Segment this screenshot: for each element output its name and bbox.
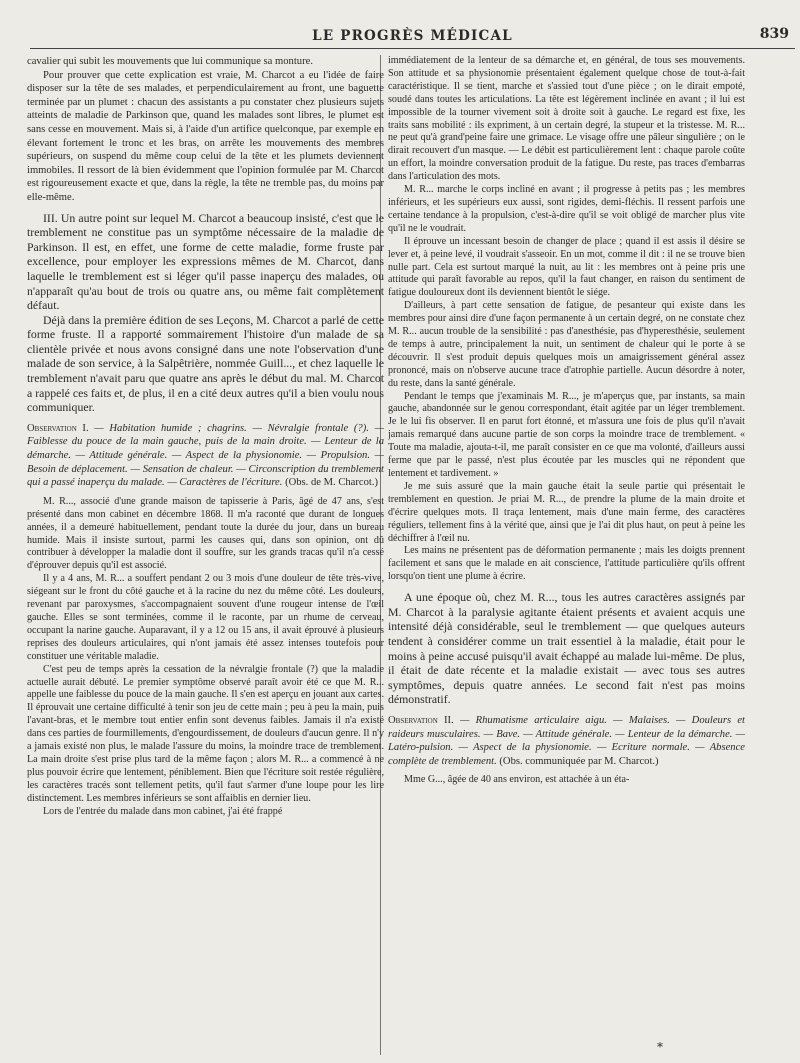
page-number: 839: [759, 26, 789, 42]
paragraph: Il éprouve un incessant besoin de changer de place ; quand il est assis il désire se lever et, à peine levé, il voudrait s'asseoir. En un mot, comme il dit : il ne se trouve bien nulle part. Cela est surtout marqué la nuit, au lit : les membres ont à peine pris une attitude qui paraît favorable au repos, qu'il la faut changer, en raison du sentiment de fatigue douloureux dont ils deviennent bientôt le siége.: [388, 235, 745, 299]
paragraph: Lors de l'entrée du malade dans mon cabinet, j'ai été frappé: [43, 805, 283, 817]
observation-summary: — Habitation humide ; chagrins. — Névralgie frontale (?). — Faiblesse du pouce de la main gauche, puis de la main droite. — Lenteur de la démarche. — Attitude générale. — Aspect de la physionomie. — Propulsion. — Besoin de déplacement. — Sensation de chaleur. — Circonscription du tremblement qui a passé inaperçu du malade. — Caractères de l'écriture.: [27, 422, 384, 489]
observation-2-heading: [388, 714, 745, 768]
paragraph: Les mains ne présentent pas de déformation permanente ; mais les doigts prennent facilement et sans que le malade en ait conscience, l'attitude particulière qu'ils offrent lorsqu'on tient une plume à écrire.: [388, 545, 745, 583]
signature-mark: *: [657, 1040, 663, 1054]
observation-label: Observation II.: [388, 714, 454, 726]
observation-label: Observation I.: [27, 422, 89, 434]
paragraph: Il y a 4 ans, M. R... a souffert pendant 2 ou 3 mois d'une douleur de tête très-vive, siégeant sur le front du côté gauche et à la racine du nez du même côté. Les douleurs, revenant par paroxysmes, s'accompagnaient souvent d'une rougeur intense de l'œil gauche. Elles se sont terminées, comme il le raconte, par un rhume de cerveau, occupant la narine gauche. Auparavant, il y a 12 ou 15 ans, il avait éprouvé à plusieurs reprises des douleurs articulaires, qui n'ont jamais été assez intenses toutefois pour constituer une véritable maladie.: [27, 573, 384, 662]
paragraph: immédiatement de la lenteur de sa démarche et, en général, de tous ses mouvements. Son attitude et sa physionomie présentaient également quelque chose de tout-à-fait caractéristique. Il se tient, marche et s'assied tout d'une pièce ; on le dirait empoté, soudé dans toutes les articulations. La tête est légèrement inclinée en avant ; il lui est impossible de la tourner vivement soit à droite soit à gauche. Le regard est fixe, les traits sans mobilité : ils expriment, à un certain degré, la stupeur et la tristesse. M. R... ne peut qu'à grand'peine faire une grimace. Le visage offre une pâleur singulière ; on le dirait recouvert d'un masque. — Le débit est particulièrement lent : chaque parole coûte un effort, la moindre conversation produit de la fatigue. Du reste, pas traces d'embarras dans l'articulation des mots.: [388, 55, 745, 183]
paragraph: D'ailleurs, à part cette sensation de fatigue, de pesanteur qui existe dans les membres pour ainsi dire d'une façon permanente à un certain degré, on ne constate chez M. R... aucun trouble de la sensibilité : pas d'anesthésie, pas d'hyperesthésie, seulement de temps à autre, principalement la nuit, un sentiment de chaleur qui le porte à se découvrir. Il s'est produit depuis quelques mois un amaigrissement général assez prononcé, mais on n'observe aucune trace d'atrophie partielle. Aucun désordre à noter, du reste, dans la santé générale.: [388, 300, 745, 389]
running-header: [30, 22, 795, 49]
paragraph: cavalier qui subit les mouvements que lui communique sa monture.: [27, 56, 313, 67]
paragraph: M. R..., associé d'une grande maison de tapisserie à Paris, âgé de 47 ans, s'est présenté dans mon cabinet en décembre 1868. Il m'a raconté que durant de longues années, il a demeuré habituellement, pendant toute la durée du jour, dans un bureau humide. Mais il insiste surtout, parmi les causes qui, dans son opinion, ont dû contribuer à développer la maladie dont il souffre, sur les grands tracas qu'il n'a cessé d'éprouver depuis qu'il est associé.: [27, 495, 384, 572]
observation-1-heading: [27, 422, 384, 490]
observation-credit: (Obs. de M. Charcot.): [285, 477, 379, 489]
observation-summary: — Rhumatisme articulaire aigu. — Malaises. — Douleurs et raideurs musculaires. — Bave. — Attitude générale. — Lenteur de la démarche. — Latéro-pulsion. — Aspect de la physionomie. — Ecriture normale. — Absence complète de tremblement.: [388, 714, 745, 767]
paragraph: III. Un autre point sur lequel M. Charcot a beaucoup insisté, c'est que le tremblement ne constitue pas un symptôme nécessaire de la maladie de Parkinson. Il est, en effet, une forme de cette maladie, forme fruste par excellence, pour employer les expressions mêmes de M. Charcot, dans laquelle le tremblement est si léger qu'il passe inaperçu des malades, ou n'apparaît qu'au bout de trois ou quatre ans, ou même fait complètement défaut.: [27, 210, 384, 313]
paragraph: Déjà dans la première édition de ses Leçons, M. Charcot a parlé de cette forme fruste. Il a rapporté sommairement l'histoire d'un malade de sa clientèle privée et nous avons consigné dans une note l'observation d'une malade de son service, à la Salpêtrière, nommée Guill..., et chez laquelle le tremblement n'avait paru que quatre ans après le début du mal. M. Charcot a rappelé ces faits et, de plus, il en a cité deux autres qu'il a bien voulu nous communiquer.: [27, 312, 384, 415]
paragraph: M. R... marche le corps incliné en avant ; il progresse à petits pas ; les membres inférieurs, et les supérieurs eux aussi, sont rigides, demi-fléchis. Il ressent parfois une certaine tendance à la propulsion, c'est-à-dire qu'il se voit obligé de marcher plus vite qu'il ne le voudrait.: [388, 184, 745, 234]
paragraph: Pendant le temps que j'examinais M. R..., je m'aperçus que, par instants, sa main gauche, abandonnée sur le genou correspondant, était agitée par un léger tremblement. Je le lui fis observer. Il en parut fort étonné, et m'assura une fois de plus qu'il n'avait jamais remarqué dans aucune partie de son corps la moindre trace de tremblement. « Toute ma maladie, ajouta-t-il, me paraît consister en ce que ma volonté, d'ailleurs aussi ferme que par le passé, n'est plus écoutée par les muscles qui ne répondent que lentement et tardivement. »: [388, 390, 745, 479]
paragraph: C'est peu de temps après la cessation de la névralgie frontale (?) que la maladie actuelle aurait débuté. Le premier symptôme observé paraît avoir été ce que M. R... appelle une faiblesse du pouce de la main gauche. Il s'en est aperçu en jouant aux cartes. Il éprouvait une certaine difficulté à tenir son jeu de cette main ; peu à peu la main, puis l'avant-bras, et le membre tout entier enfin sont devenus faibles. Jamais il n'a existé dans ces parties de fourmillements, d'engourdissement, de douleurs d'aucun genre. Il n'y a jamais existé non plus, le malade l'assure du moins, la moindre trace de tremblement. La main droite s'est prise plus tard de la même façon ; alors M. R... a commencé à ne plus pouvoir écrire que lentement, péniblement. Bien que l'écriture soit restée régulière, les caractères tracés sont tellement petits, qu'il faut s'armer d'une loupe pour les lire distinctement. Les membres inférieurs se sont affaiblis en dernier lieu.: [27, 663, 384, 804]
journal-title: LE PROGRÈS MÉDICAL: [312, 28, 513, 44]
right-column: [388, 55, 745, 1055]
left-column: [27, 55, 384, 1055]
paragraph: Je me suis assuré que la main gauche était la seule partie qui présentait le tremblement en question. Je priai M. R..., de prendre la plume de la main droite et d'écrire quelques mots. Il traça lentement, mais d'une main ferme, des caractères réguliers, tellement fins à la vérité que, ainsi que je l'ai dit plus haut, on peut à peine les déchiffrer à l'œil nu.: [388, 480, 745, 544]
observation-credit: (Obs. communiquée par M. Charcot.): [499, 755, 659, 767]
paragraph: A une époque où, chez M. R..., tous les autres caractères assignés par M. Charcot à la paralysie agitante étaient présents et avaient acquis une intensité déjà considérable, seul le tremblement — que quelques auteurs tendent à considérer comme un trait essentiel à la maladie, était pour le moins à peine accusé puisqu'il avait échappé au malade lui-même. De plus, il était de date récente et la maladie existait — avec tous ses autres symptômes, depuis quatre années. Le second fait n'est pas moins démonstratif.: [388, 590, 745, 707]
paragraph: Pour prouver que cette explication est vraie, M. Charcot a eu l'idée de faire disposer sur la tête de ses malades, et perpendiculairement au front, une baguette terminée par un plumet : chacun des assistants a pu constater chez plusieurs sujets atteints de maladie de Parkinson que, quand les malades sont libres, le plumet est sans cesse en mouvement. Mais si, à l'aide d'un artifice quelconque, par exemple en élevant fortement le tronc et les bras, on arrête les mouvements des membres supérieurs, on suspend du même coup celui de la tête et les plumets deviennent immobiles. Il ressort de là bien évidemment que l'opinion formulée par M. Charcot est rigoureusement exacte et que, dans la règle, la tête ne tremble pas, du moins par elle-même.: [27, 69, 384, 203]
paragraph: Mme G..., âgée de 40 ans environ, est attachée à un éta-: [404, 774, 630, 786]
